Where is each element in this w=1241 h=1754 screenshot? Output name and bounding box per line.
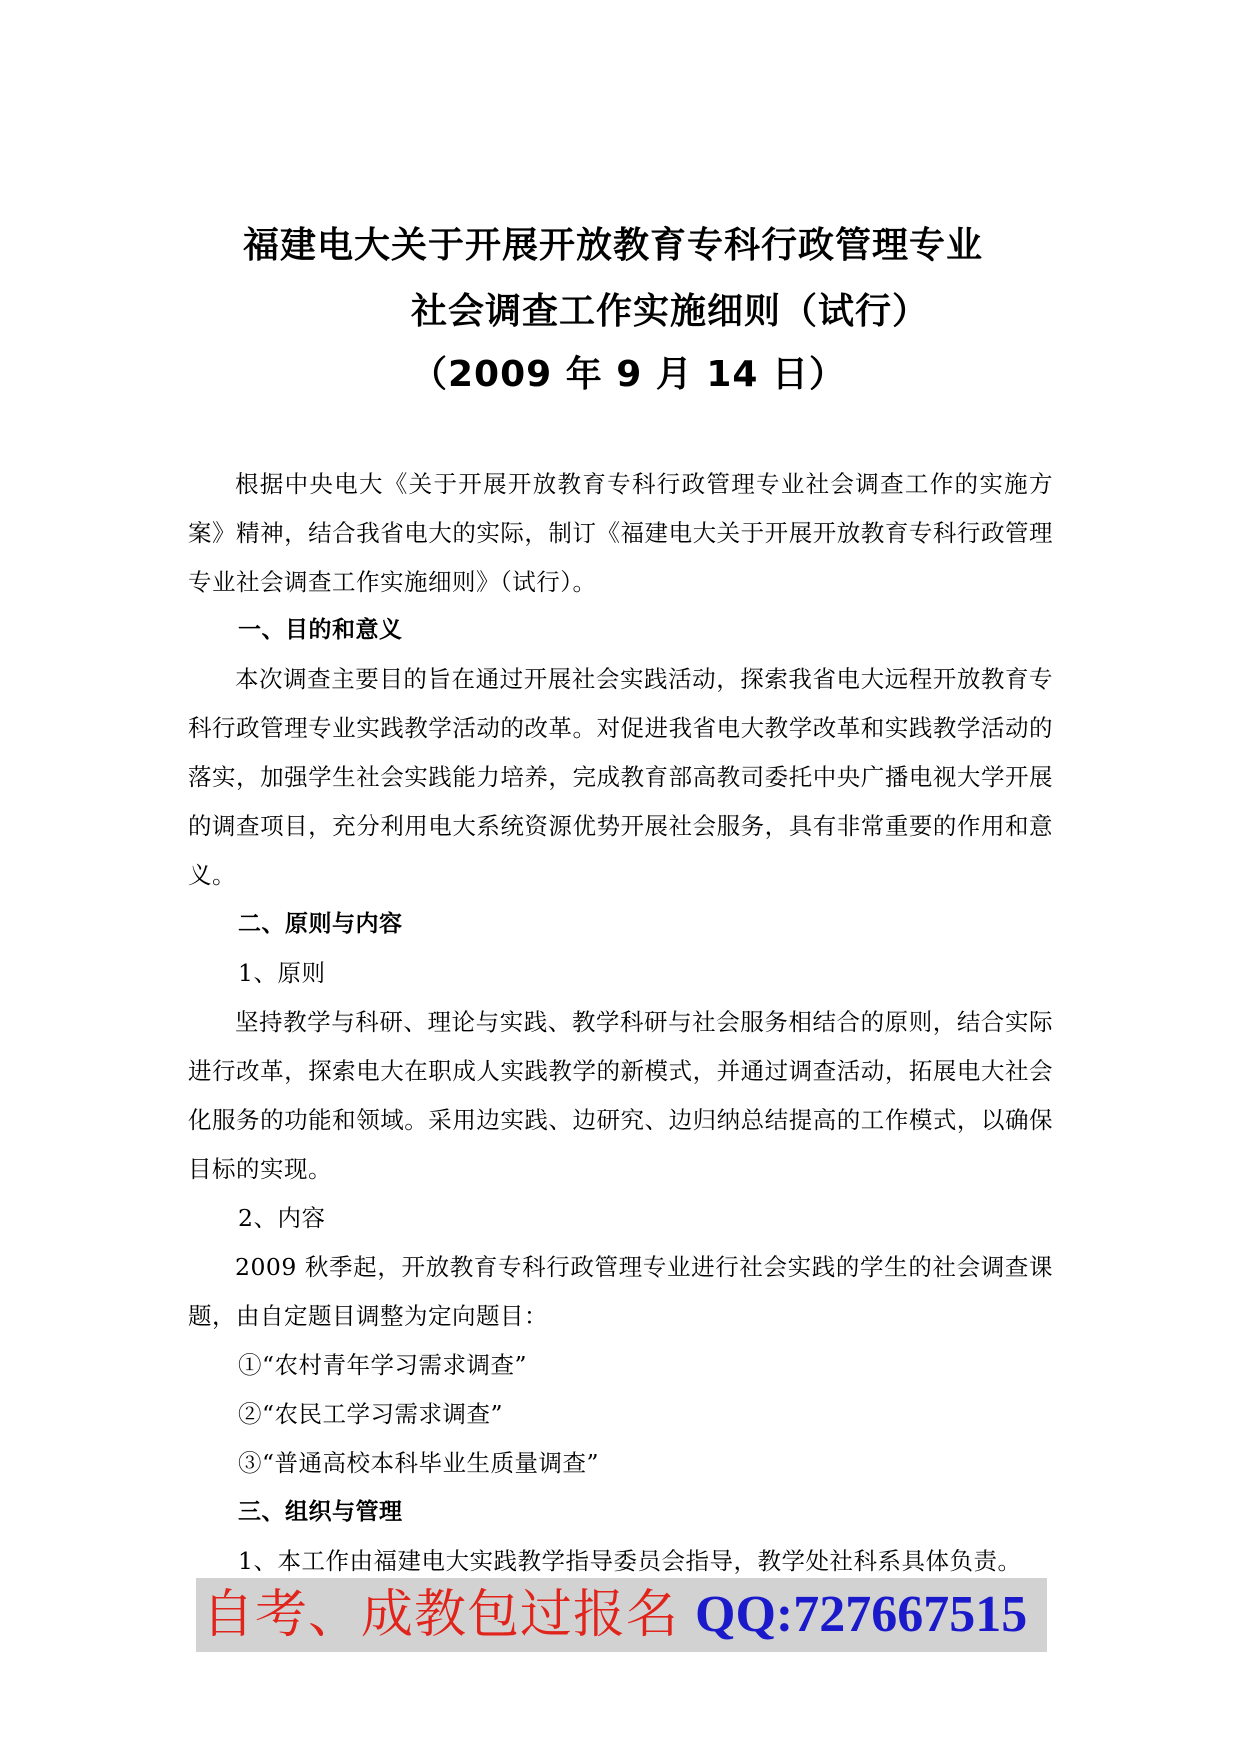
advertisement-banner — [196, 1578, 1047, 1652]
intro-paragraph: 根据中央电大《关于开展开放教育专科行政管理专业社会调查工作的实施方案》精神，结合我省电大的实际，制订《福建电大关于开展开放教育专科行政管理专业社会调查工作实施细则》（试行）。 — [188, 470, 1053, 596]
title-date: （2009 年 9 月 14 日） — [411, 354, 847, 395]
section-1-heading: 一、目的和意义 — [238, 617, 403, 643]
section-2-sub-1-heading: 1、原则 — [238, 959, 326, 987]
title-line-1: 福建电大关于开展开放教育专科行政管理专业 — [243, 225, 984, 266]
topic-item-3: ③“普通高校本科毕业生质量调查” — [238, 1449, 600, 1477]
section-2-heading: 二、原则与内容 — [238, 911, 403, 937]
section-3-item-1: 1、本工作由福建电大实践教学指导委员会指导，教学处社科系具体负责。 — [238, 1547, 1022, 1575]
section-1-body: 本次调查主要目的旨在通过开展社会实践活动，探索我省电大远程开放教育专科行政管理专业实践教学活动的改革。对促进我省电大教学改革和实践教学活动的落实，加强学生社会实践能力培养，完成教育部高教司委托中央广播电视大学开展的调查项目，充分利用电大系统资源优势开展社会服务，具有非常重要的作用和意义。 — [188, 665, 1053, 889]
section-2-sub-1-body: 坚持教学与科研、理论与实践、教学科研与社会服务相结合的原则，结合实际进行改革，探索电大在职成人实践教学的新模式，并通过调查活动，拓展电大社会化服务的功能和领域。采用边实践、边研究、边归纳总结提高的工作模式，以确保目标的实现。 — [188, 1008, 1053, 1183]
section-2-sub-2-body: 2009 秋季起，开放教育专科行政管理专业进行社会实践的学生的社会调查课题，由自定题目调整为定向题目： — [188, 1253, 1053, 1330]
banner-qq-number: QQ:727667515 — [695, 1586, 1028, 1643]
section-3-heading: 三、组织与管理 — [238, 1499, 403, 1525]
banner-left-text: 自考、成教包过报名 — [202, 1585, 680, 1645]
title-line-2: 社会调查工作实施细则（试行） — [411, 291, 930, 332]
topic-item-1: ①“农村青年学习需求调查” — [238, 1351, 528, 1379]
section-2-sub-2-heading: 2、内容 — [238, 1204, 326, 1232]
topic-item-2: ②“农民工学习需求调查” — [238, 1400, 504, 1428]
